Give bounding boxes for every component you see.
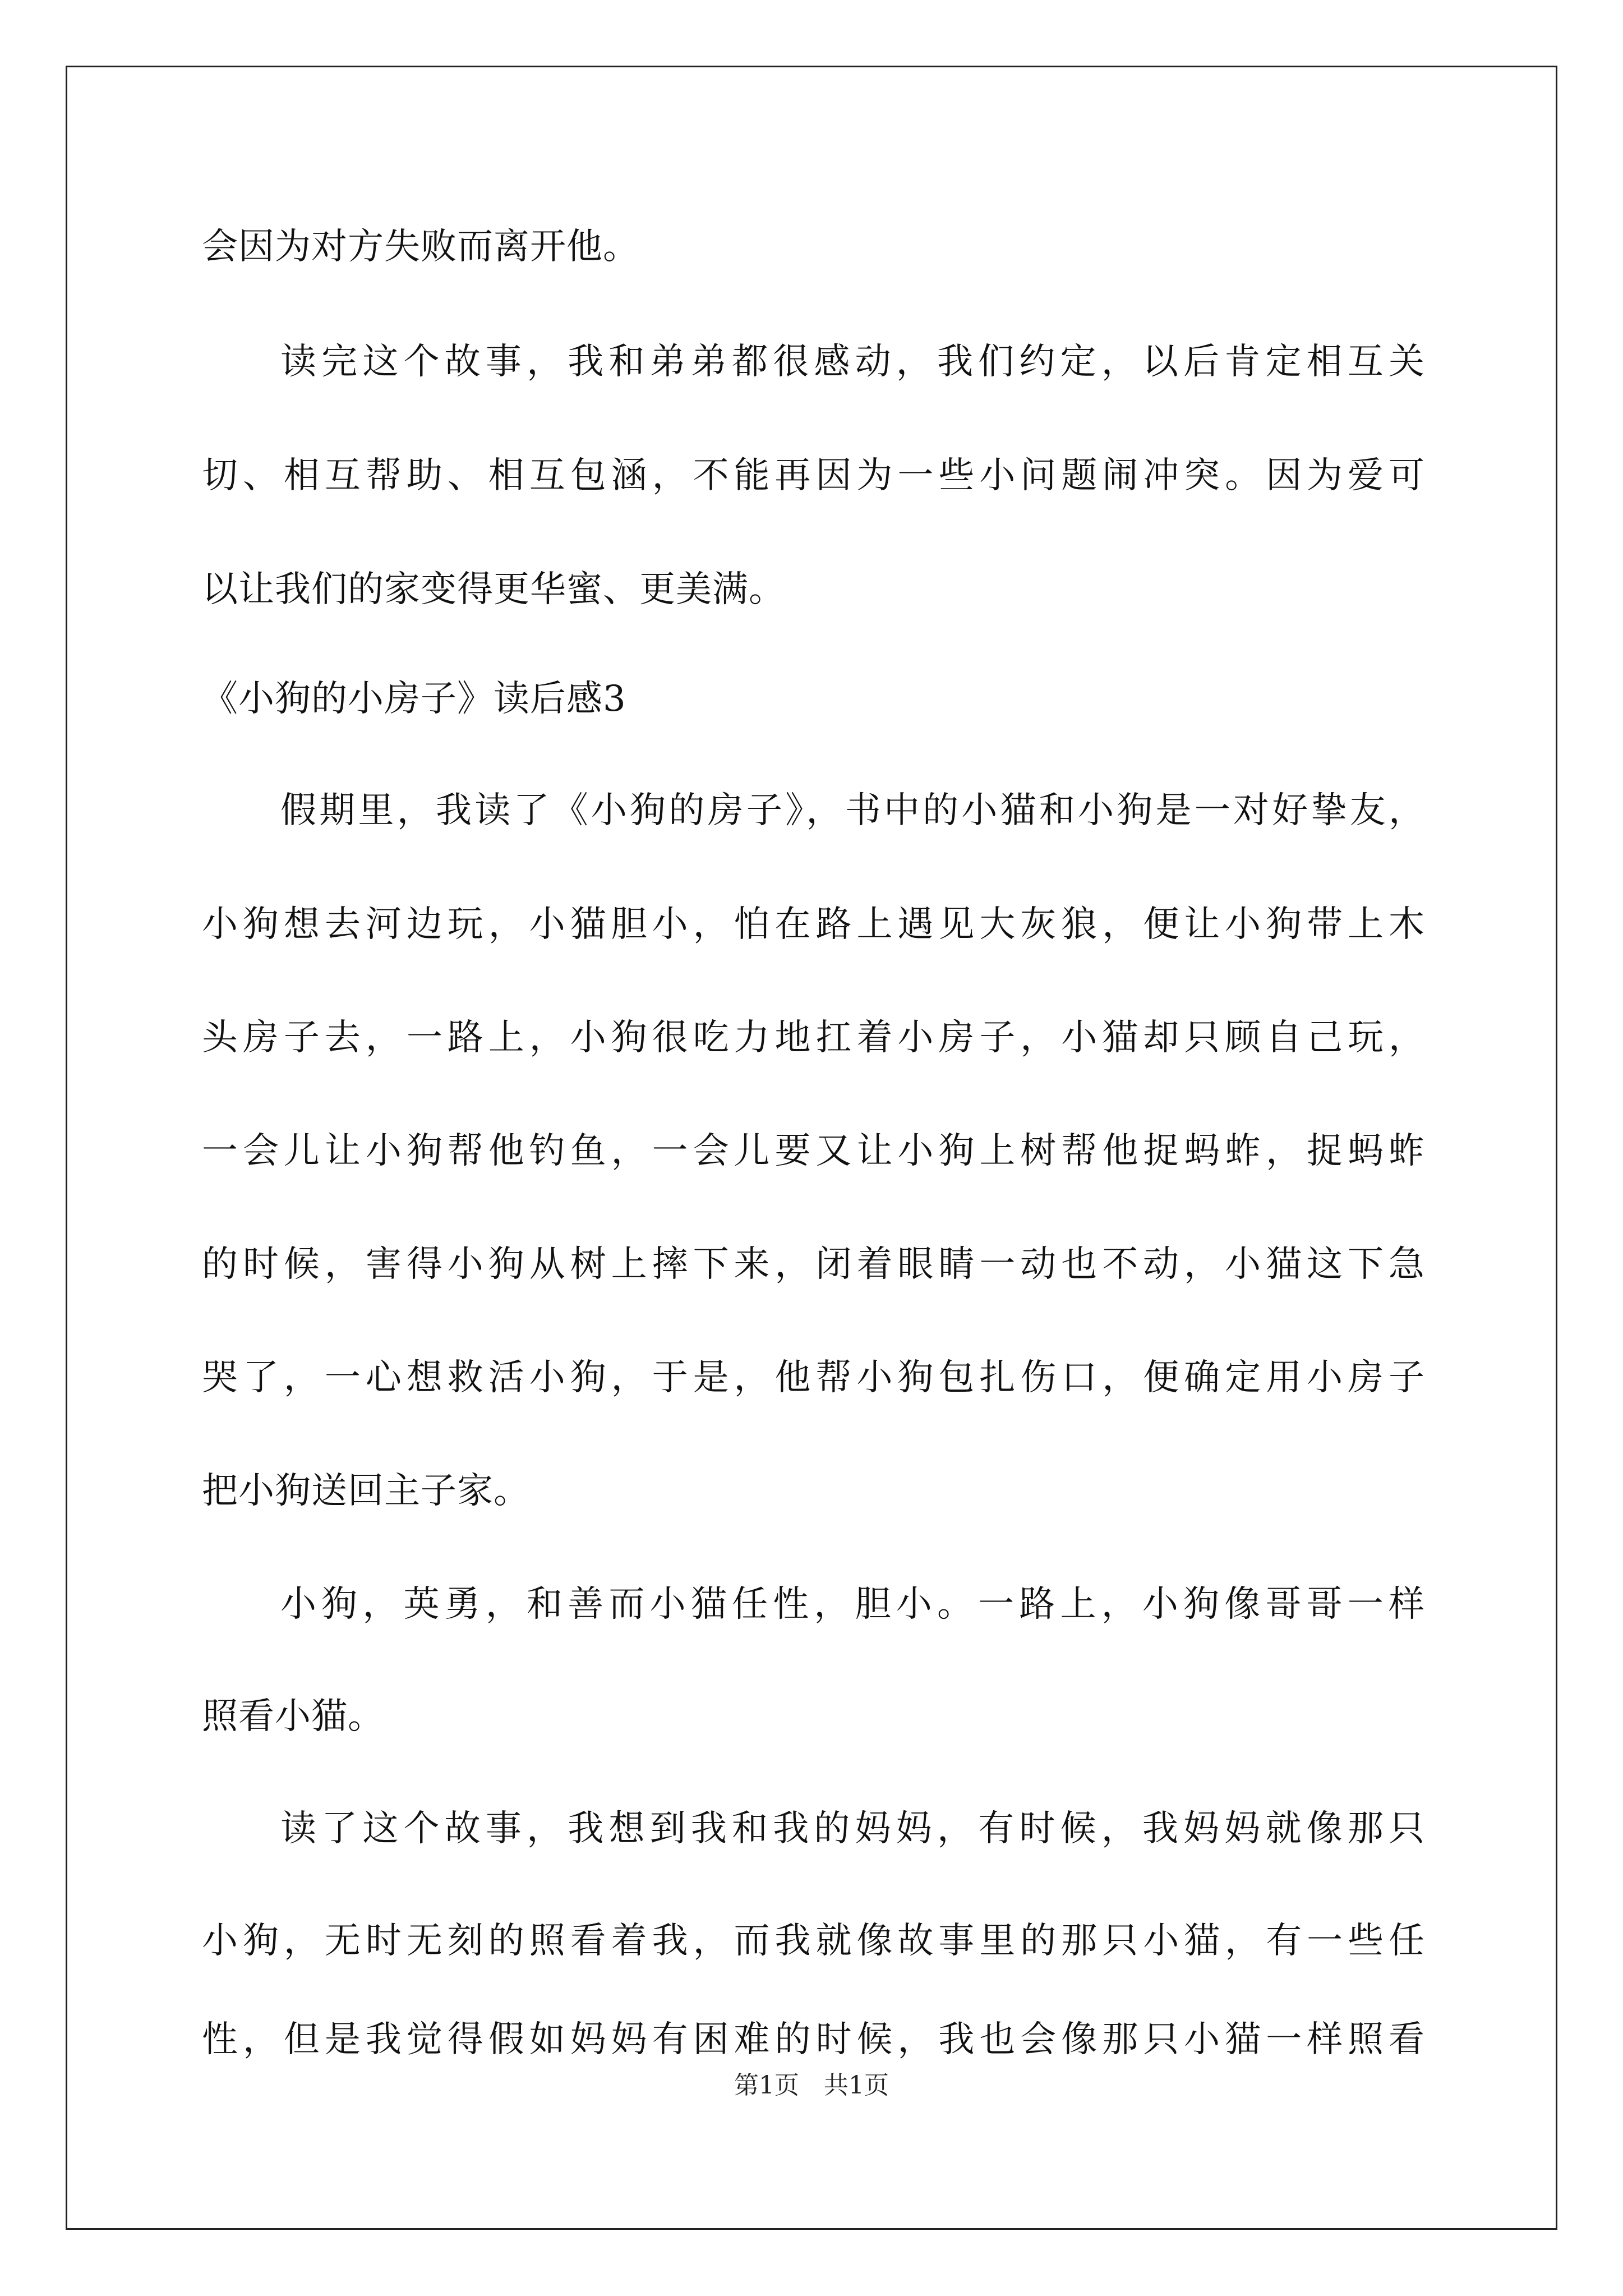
paragraph-2-line-2: 小狗想去河边玩，小猫胆小，怕在路上遇见大灰狼，便让小狗带上木 bbox=[202, 904, 1424, 945]
paragraph-3-line-1: 小狗，英勇，和善而小猫任性，胆小。一路上，小狗像哥哥一样 bbox=[280, 1584, 1424, 1625]
paragraph-1-line-2: 切、相互帮助、相互包涵，不能再因为一些小问题闹冲突。因为爱可 bbox=[202, 455, 1424, 496]
paragraph-4-line-2: 小狗，无时无刻的照看着我，而我就像故事里的那只小猫，有一些任 bbox=[202, 1920, 1424, 1962]
paragraph-4-line-3: 性，但是我觉得假如妈妈有困难的时候，我也会像那只小猫一样照看 bbox=[202, 2019, 1424, 2060]
paragraph-1-line-3: 以让我们的家变得更华蜜、更美满。 bbox=[202, 569, 785, 610]
paragraph-3-line-2: 照看小猫。 bbox=[202, 1696, 384, 1737]
paragraph-2-line-3: 头房子去，一路上，小狗很吃力地扛着小房子，小猫却只顾自己玩， bbox=[202, 1017, 1424, 1059]
paragraph-1-line-1: 读完这个故事，我和弟弟都很感动，我们约定，以后肯定相互关 bbox=[280, 341, 1424, 383]
section-heading: 《小狗的小房子》读后感3 bbox=[202, 678, 626, 720]
paragraph-2-line-6: 哭了，一心想救活小狗，于是，他帮小狗包扎伤口，便确定用小房子 bbox=[202, 1357, 1424, 1398]
paragraph-2-line-1: 假期里，我读了《小狗的房子》，书中的小猫和小狗是一对好挚友， bbox=[280, 790, 1424, 831]
paragraph-2-line-5: 的时候，害得小狗从树上摔下来，闭着眼睛一动也不动，小猫这下急 bbox=[202, 1244, 1424, 1285]
paragraph-4-line-1: 读了这个故事，我想到我和我的妈妈，有时候，我妈妈就像那只 bbox=[280, 1808, 1424, 1849]
page-number-footer: 第1页 共1页 bbox=[734, 2071, 889, 2100]
paragraph-2-line-7: 把小狗送回主子家。 bbox=[202, 1470, 530, 1512]
text-line-1: 会因为对方失败而离开他。 bbox=[202, 226, 639, 268]
paragraph-2-line-4: 一会儿让小狗帮他钓鱼，一会儿要又让小狗上树帮他捉蚂蚱，捉蚂蚱 bbox=[202, 1130, 1424, 1172]
